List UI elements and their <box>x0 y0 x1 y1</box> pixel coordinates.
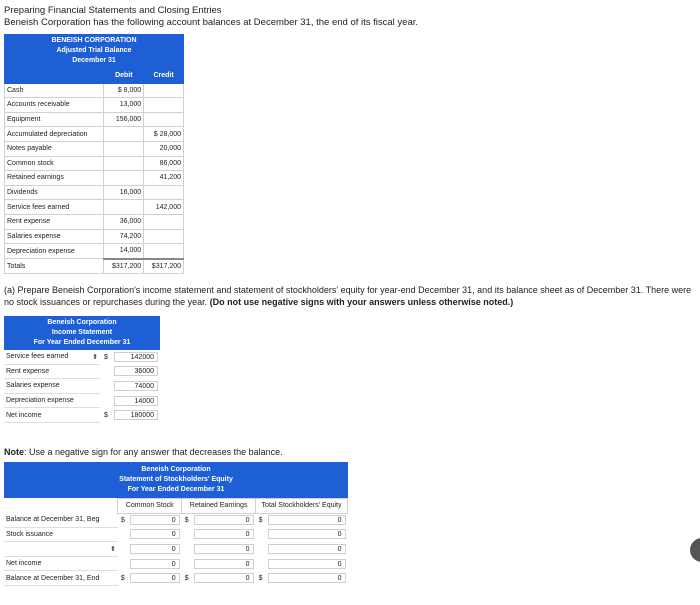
common-stock-input[interactable]: 0 <box>130 559 180 569</box>
col-retained-earnings: Retained Earnings <box>182 499 256 514</box>
trial-balance-row <box>5 185 184 200</box>
trial-balance-date: December 31 <box>72 57 116 64</box>
credit-header: Credit <box>144 69 184 84</box>
common-stock-cell <box>128 571 182 586</box>
debit-value <box>104 171 144 186</box>
dollar-sign <box>118 527 128 542</box>
dropdown-arrows-icon[interactable]: ⬍ <box>92 353 98 361</box>
income-label-text: Depreciation expense <box>6 397 74 405</box>
income-row <box>4 364 160 379</box>
total-equity-cell <box>266 542 348 557</box>
debit-value: 16,000 <box>104 185 144 200</box>
equity-statement <box>4 462 348 586</box>
retained-earnings-input[interactable]: 0 <box>194 529 254 539</box>
total-equity-input[interactable]: 0 <box>268 529 346 539</box>
debit-value: 74,200 <box>104 229 144 244</box>
retained-earnings-cell <box>192 571 256 586</box>
equity-row <box>4 571 348 586</box>
equity-label[interactable] <box>4 542 118 557</box>
common-stock-input[interactable]: 0 <box>130 529 180 539</box>
credit-value: 20,000 <box>144 141 184 156</box>
account-name: Notes payable <box>5 141 104 156</box>
dollar-sign <box>182 556 192 571</box>
dollar-sign <box>256 556 266 571</box>
retained-earnings-input[interactable]: 0 <box>194 573 254 583</box>
dollar-sign <box>182 542 192 557</box>
common-stock-cell <box>128 513 182 527</box>
income-row <box>4 350 160 364</box>
income-label[interactable] <box>4 408 100 423</box>
dropdown-arrows-icon[interactable]: ⬍ <box>109 546 116 554</box>
equity-label-text: Stock issuance <box>6 530 54 538</box>
page-title: Preparing Financial Statements and Closing Entries <box>4 5 222 16</box>
income-label[interactable] <box>4 350 100 364</box>
income-label[interactable] <box>4 393 100 408</box>
col-total-equity: Total Stockholders' Equity <box>256 499 348 514</box>
account-name: Dividends <box>5 185 104 200</box>
dollar-sign: $ <box>258 516 263 524</box>
equity-label-text: Balance at December 31, Beg <box>6 516 100 524</box>
income-value-cell <box>112 350 160 364</box>
dollar-sign <box>256 542 266 557</box>
income-statement-company: Beneish Corporation <box>47 319 117 326</box>
trial-balance-row <box>5 156 184 171</box>
credit-value: $ 28,000 <box>144 127 184 142</box>
debit-value <box>104 127 144 142</box>
retained-earnings-cell <box>192 513 256 527</box>
equity-row <box>4 542 348 557</box>
trial-balance-row <box>5 127 184 142</box>
col-common-stock: Common Stock <box>118 499 182 514</box>
dollar-sign <box>118 542 128 557</box>
common-stock-cell <box>128 527 182 542</box>
income-statement-period: For Year Ended December 31 <box>33 339 131 346</box>
equity-label[interactable] <box>4 527 118 542</box>
equity-label[interactable] <box>4 513 118 527</box>
debit-value: 14,000 <box>104 244 144 259</box>
trial-balance-row <box>5 98 184 113</box>
credit-value <box>144 185 184 200</box>
account-name: Accounts receivable <box>5 98 104 113</box>
income-statement-name: Income Statement <box>51 329 113 336</box>
total-equity-input[interactable]: 0 <box>268 559 346 569</box>
income-input[interactable]: 180000 <box>114 410 158 420</box>
account-name: Accumulated depreciation <box>5 127 104 142</box>
credit-value: 142,000 <box>144 200 184 215</box>
intro-text: Beneish Corporation has the following account balances at December 31, the end of its fiscal year. <box>4 17 419 28</box>
account-name: Cash <box>5 83 104 98</box>
debit-header: Debit <box>104 69 144 84</box>
account-name: Equipment <box>5 112 104 127</box>
income-statement-table <box>4 350 160 423</box>
income-value-cell <box>112 379 160 394</box>
income-value-cell <box>112 408 160 423</box>
common-stock-input[interactable]: 0 <box>130 573 180 583</box>
note-label: Note <box>4 447 24 457</box>
trial-balance-row <box>5 141 184 156</box>
account-name: Common stock <box>5 156 104 171</box>
income-statement <box>4 316 160 423</box>
dollar-sign: $ <box>120 574 125 582</box>
dollar-sign: $ <box>184 574 189 582</box>
debit-value: $317,200 <box>104 259 144 274</box>
dollar-sign <box>100 379 112 394</box>
debit-value: 156,000 <box>104 112 144 127</box>
income-label-text: Salaries expense <box>6 382 60 390</box>
equity-statement-company: Beneish Corporation <box>141 466 211 473</box>
credit-value <box>144 244 184 259</box>
trial-balance-row <box>5 83 184 98</box>
credit-value <box>144 229 184 244</box>
scroll-tab[interactable] <box>690 538 700 562</box>
debit-value <box>104 141 144 156</box>
dollar-sign: $ <box>120 516 125 524</box>
income-row <box>4 393 160 408</box>
account-name: Service fees earned <box>5 200 104 215</box>
equity-row <box>4 527 348 542</box>
retained-earnings-input[interactable]: 0 <box>194 544 254 554</box>
dollar-sign <box>256 527 266 542</box>
retained-earnings-input[interactable]: 0 <box>194 515 254 525</box>
income-value-cell <box>112 393 160 408</box>
equity-label-text: Net income <box>6 560 42 568</box>
credit-value <box>144 112 184 127</box>
trial-balance-row <box>5 259 184 274</box>
debit-value <box>104 156 144 171</box>
debit-value <box>104 200 144 215</box>
credit-value: 86,000 <box>144 156 184 171</box>
trial-balance-company: BENEISH CORPORATION <box>51 37 137 44</box>
common-stock-input[interactable]: 0 <box>130 515 180 525</box>
trial-balance-table <box>4 68 184 274</box>
credit-value <box>144 98 184 113</box>
debit-value: 36,000 <box>104 214 144 229</box>
dollar-sign: $ <box>104 411 108 419</box>
account-name: Rent expense <box>5 214 104 229</box>
income-input[interactable]: 142000 <box>114 352 158 362</box>
equity-statement-header <box>4 462 348 498</box>
credit-value <box>144 83 184 98</box>
income-label[interactable] <box>4 379 100 394</box>
equity-row <box>4 556 348 571</box>
equity-row <box>4 513 348 527</box>
total-equity-input[interactable]: 0 <box>268 515 346 525</box>
retained-earnings-cell <box>192 556 256 571</box>
credit-value: $317,200 <box>144 259 184 274</box>
retained-earnings-cell <box>192 527 256 542</box>
equity-label[interactable] <box>4 556 118 571</box>
income-row <box>4 379 160 394</box>
part-a-instructions <box>4 284 696 308</box>
income-input[interactable]: 14000 <box>114 396 158 406</box>
retained-earnings-cell <box>192 542 256 557</box>
part-a-text: (a) Prepare Beneish Corporation's income statement and statement of stockholders' equity for year-end December 31, and its balance sheet as of December 31. There were no stock issuances or repurchases during the year. <box>4 285 692 307</box>
equity-statement-name: Statement of Stockholders' Equity <box>119 476 233 483</box>
income-input[interactable]: 36000 <box>114 366 158 376</box>
trial-balance-row <box>5 112 184 127</box>
income-label-text: Rent expense <box>6 367 50 375</box>
equity-statement-period: For Year Ended December 31 <box>127 486 225 493</box>
account-name: Totals <box>5 259 104 274</box>
equity-statement-table <box>4 498 348 586</box>
total-equity-cell <box>266 556 348 571</box>
trial-balance-row <box>5 229 184 244</box>
equity-label[interactable] <box>4 571 118 586</box>
dollar-sign: $ <box>184 516 189 524</box>
total-equity-cell <box>266 571 348 586</box>
income-row <box>4 408 160 423</box>
retained-earnings-input[interactable]: 0 <box>194 559 254 569</box>
common-stock-cell <box>128 542 182 557</box>
income-label-text: Service fees earned <box>6 352 69 360</box>
trial-balance-row <box>5 214 184 229</box>
trial-balance-row <box>5 200 184 215</box>
income-statement-header <box>4 316 160 350</box>
credit-value <box>144 214 184 229</box>
common-stock-cell <box>128 556 182 571</box>
account-name: Salaries expense <box>5 229 104 244</box>
total-equity-cell <box>266 527 348 542</box>
debit-value: 13,000 <box>104 98 144 113</box>
dollar-sign: $ <box>258 574 263 582</box>
equity-label-text: Balance at December 31, End <box>6 574 100 582</box>
dollar-sign: $ <box>104 353 108 361</box>
dollar-sign <box>118 556 128 571</box>
trial-balance-row <box>5 171 184 186</box>
total-equity-input[interactable]: 0 <box>268 544 346 554</box>
trial-balance <box>4 34 184 274</box>
account-name: Depreciation expense <box>5 244 104 259</box>
income-value-cell <box>112 364 160 379</box>
trial-balance-header <box>4 34 184 68</box>
income-input[interactable]: 74000 <box>114 381 158 391</box>
debit-value: $ 8,000 <box>104 83 144 98</box>
dollar-sign <box>100 393 112 408</box>
part-a-bold: (Do not use negative signs with your answers unless otherwise noted.) <box>209 297 514 307</box>
total-equity-cell <box>266 513 348 527</box>
trial-balance-name: Adjusted Trial Balance <box>56 47 132 54</box>
credit-value: 41,200 <box>144 171 184 186</box>
dollar-sign <box>182 527 192 542</box>
trial-balance-row <box>5 244 184 259</box>
total-equity-input[interactable]: 0 <box>268 573 346 583</box>
dollar-sign <box>100 364 112 379</box>
account-name: Retained earnings <box>5 171 104 186</box>
income-label[interactable] <box>4 364 100 379</box>
note-text <box>4 446 283 458</box>
note-body: : Use a negative sign for any answer that decreases the balance. <box>24 447 283 457</box>
common-stock-input[interactable]: 0 <box>130 544 180 554</box>
income-label-text: Net income <box>6 411 42 419</box>
